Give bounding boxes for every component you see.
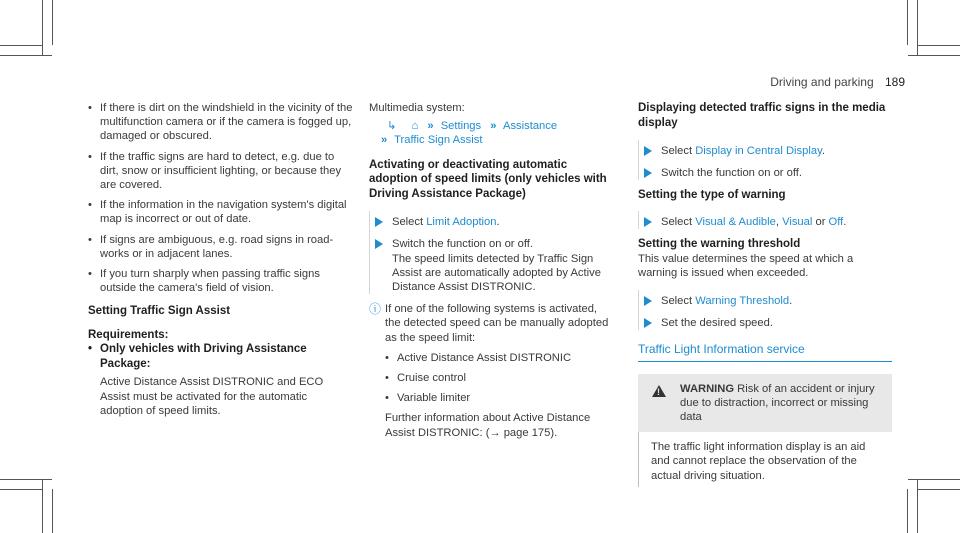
list-item: • Cruise control [385,371,609,385]
double-chevron-icon: » [381,134,388,147]
requirement-item: • Only vehicles with Driving Assistance Package: [88,342,353,371]
step-text: Switch the function on or off. [392,238,533,251]
limit-adoption-link[interactable]: Limit Adoption [426,216,497,229]
play-arrow-icon [644,146,652,156]
warning-body-text: The traffic light information display is an aid and cannot replace the observation of the actual driving situation. [651,441,866,482]
crop-mark [917,479,918,533]
list-item: • Active Distance Assist DISTRONIC [385,351,609,365]
step-text: Select [661,295,696,308]
heading-automatic-adoption: Activating or deactivating automatic adoption of speed limits (only vehicles with Driving Assistance Package) [369,158,607,200]
play-arrow-icon [644,168,652,178]
play-arrow-icon [644,318,652,328]
play-arrow-icon [375,239,383,249]
warning-box [638,374,892,433]
step-text: . [843,215,847,228]
heading-setting-traffic-sign-assist: Setting Traffic Sign Assist [88,305,231,318]
path-traffic-sign-assist: Traffic Sign Assist [394,134,483,147]
crop-mark [908,55,960,56]
section-title: Driving and parking [770,75,874,89]
steps-block [638,290,892,330]
steps-block [369,211,609,294]
step-text: Select [392,216,427,229]
step-text: , [775,215,783,228]
crop-mark [918,489,960,490]
crop-mark [907,0,908,45]
warning-text [680,382,882,425]
double-chevron-icon: » [427,120,434,133]
heading-warning-threshold: Setting the warning threshold [638,238,801,251]
list-item: • If there is dirt on the windshield in the vicinity of the multifunction camera or if the camera is fogged up, damaged or obscured. [88,101,353,144]
step-select-warning-type [639,215,892,229]
crop-mark [42,479,43,533]
path-assistance: Assistance [502,120,558,133]
menu-path [369,119,609,147]
step-switch-function [370,237,609,294]
page-header [770,75,905,89]
crop-mark [0,479,52,480]
play-arrow-icon [375,217,383,227]
multimedia-label: Multimedia system: [369,102,465,114]
requirements-label: Requirements: [88,328,169,341]
off-link[interactable]: Off [828,215,844,228]
step-set-speed [639,316,892,330]
column-middle [369,101,609,440]
step-select-display [639,144,892,158]
step-text: Select [661,215,696,228]
step-text: . [496,216,500,229]
step-text: Switch the function on or off. [661,167,802,180]
crop-mark [42,0,43,55]
heading-type-of-warning: Setting the type of warning [638,189,786,202]
step-text: . [821,145,825,157]
path-settings: Settings [440,120,482,133]
list-item: • If you turn sharply when passing traffic signs outside the camera's field of vision. [88,267,353,295]
list-item: • If the information in the navigation system's digital map is incorrect or out of date. [88,198,353,226]
play-arrow-icon [644,217,652,227]
step-text: Select [661,145,696,157]
warning-threshold-link[interactable]: Warning Threshold [695,295,790,308]
list-item: • If signs are ambiguous, e.g. road signs in road-works or in adjacent lanes. [88,233,353,261]
crop-mark [0,489,42,490]
crop-mark [52,489,53,533]
page-number: 189 [884,75,905,89]
column-right [638,101,892,487]
list-item: • If the traffic signs are hard to detect, e.g. due to dirt, snow or insufficient lighting, or because they are covered. [88,150,353,193]
requirement-text: Active Distance Assist DISTRONIC and ECO Assist must be activated for the automatic adoption of speed limits. [100,376,324,417]
home-icon: ⌂ [411,120,419,133]
crop-mark [918,45,960,46]
step-switch-function [639,166,892,180]
steps-block [638,211,892,229]
step-text: . [789,295,793,308]
info-icon: ⓘ [369,302,382,317]
heading-display-traffic-signs: Displaying detected traffic signs in the media display [638,102,886,129]
step-note: The speed limits detected by Traffic Sign Assist are automatically adopted by Active Distance Assist DISTRONIC. [392,252,601,293]
visual-link[interactable]: Visual [782,215,813,228]
warning-triangle-icon [652,385,666,397]
display-central-link[interactable]: Display in Central Display [695,145,822,157]
crop-mark [52,0,53,45]
column-left [88,101,353,418]
steps-block [638,140,892,180]
step-select-threshold [639,294,892,308]
warning-label: WARNING [680,382,735,395]
crop-mark [917,0,918,55]
further-info: Further information about Active Distance Assist DISTRONIC: (→ page 175). [385,412,591,439]
crop-mark [907,489,908,533]
info-text: If one of the following systems is activated, the detected speed can be manually adopted as the speed limit: [385,303,609,344]
return-arrow-icon: ↳ [387,120,397,133]
play-arrow-icon [644,296,652,306]
step-text: or [812,215,829,228]
warning-body [638,432,892,487]
crop-mark [908,479,960,480]
threshold-text: This value determines the speed at which a warning is issued when exceeded. [638,252,854,279]
section-heading [638,342,892,361]
step-text: Set the desired speed. [661,317,773,330]
section-title-traffic-light: Traffic Light Information service [638,342,805,357]
warning-message: Risk of an accident or injury due to distraction, incorrect or missing data [680,382,875,424]
double-chevron-icon: » [490,120,497,133]
info-note [369,302,609,440]
step-select-limit-adoption [370,215,609,229]
crop-mark [0,45,42,46]
list-item: • Variable limiter [385,391,609,405]
visual-audible-link[interactable]: Visual & Audible [695,215,776,228]
crop-mark [0,55,52,56]
